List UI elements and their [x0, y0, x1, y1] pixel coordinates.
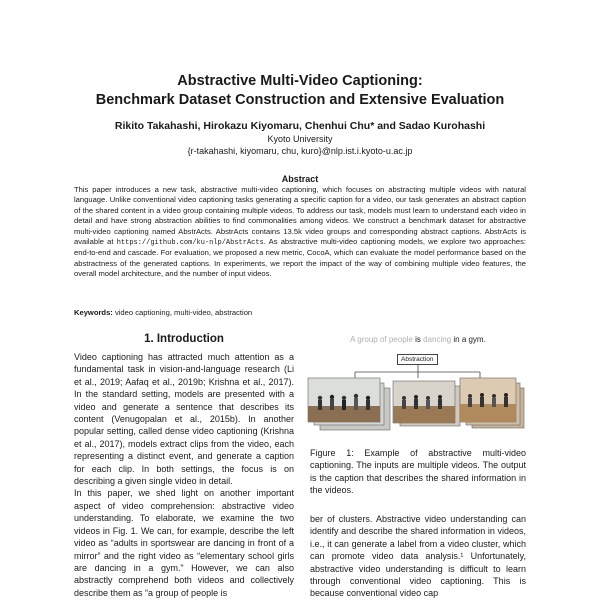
figure-sentence-faded-1: A group of people — [350, 335, 413, 344]
paper-title-line-1: Abstractive Multi-Video Captioning: — [177, 73, 423, 89]
keywords-text: video captioning, multi-video, abstraction — [114, 308, 253, 317]
right-video-frames — [460, 378, 524, 428]
abstraction-box: Abstraction — [397, 354, 438, 365]
intro-right-column: ber of clusters. Abstractive video understanding can identify and describe the shared information in videos, i.e., it can generate a label from a video cluster, which can promote video data analysis.¹ Unfortunately, abstractive video understanding is difficult to learn through conventional video captioning. This is because conventional video cap — [310, 514, 526, 599]
figure-sentence-is: is — [412, 335, 424, 344]
keywords-line — [74, 308, 526, 317]
intro-paragraph-1: Video captioning has attracted much attention as a fundamental task in vision-and-language research (Li et al., 2019; Aafaq et al., 2019b; Krishna et al., 2017). In the standard setting, models are presented with a video and generate a sentence that describes its content (Venugopalan et al., 2015b). In another popular setting, called dense video captioning (Krishna et al., 2017), models extract clips from the video, each representing a distinct event, and generate a caption for each clip. In both settings, the focus is on describing a given single video in detail. — [74, 352, 294, 487]
middle-video-frames — [393, 381, 460, 426]
figure-sentence-end: in a gym. — [451, 335, 486, 344]
author-list: Rikito Takahashi, Hirokazu Kiyomaru, Chenhui Chu* and Sadao Kurohashi — [114, 120, 486, 132]
paper-title-line-2: Benchmark Dataset Construction and Extensive Evaluation — [95, 92, 505, 108]
intro-paragraph-2: In this paper, we shed light on another important aspect of video comprehension: abstractive video understanding. To elaborate, we examine the two videos in Fig. 1. We can, for example, describe the left video as “adults in sportswear are dancing in front of a mirror” and the right video as “elementary school girls are dancing in a gym.” However, we can also abstractly comprehend both videos and collectively describe them as “a group of people is — [74, 488, 294, 598]
section-heading-introduction: 1. Introduction — [144, 333, 224, 345]
abstract-body — [74, 185, 526, 280]
abstract-heading: Abstract — [281, 174, 319, 184]
abstract-text-1: This paper introduces a new task, abstractive multi-video captioning, which focuses on abstracting multiple videos with natural language. Unlike conventional video captioning tasks generating a specific caption for a video, our task generates an abstract caption of the shared content in a video group containing multiple videos. To address our task, models must learn to understand each video in detail and have strong abstraction abilities to find commonalities among videos. We construct a benchmark dataset for abstractive multi-video captioning named AbstrActs. AbstrActs contains 13.5k video groups and corresponding abstract captions. AbstrActs is available at — [74, 185, 526, 247]
dataset-url-link[interactable]: https://github.com/ku-nlp/AbstrActs — [116, 239, 264, 248]
author-emails: {r-takahashi, kiyomaru, chu, kuro}@nlp.ist.i.kyoto-u.ac.jp — [187, 146, 413, 156]
abstract-text-2: . As abstractive multi-video captioning models, we explore two approaches: end-to-end and cascade. For evaluation, we proposed a new metric, CocoA, which can evaluate the model performance based on the abstractness of the generated captions. In experiments, we report the impact of the way of combining multiple video features, the overall model architecture, and the number of input videos. — [74, 237, 526, 279]
intro-left-column — [74, 351, 294, 599]
keywords-label: Keywords: — [74, 308, 113, 317]
affiliation: Kyoto University — [267, 134, 333, 144]
figure-sentence-faded-2: dancing — [423, 335, 452, 344]
figure-1-caption: Figure 1: Example of abstractive multi-video captioning. The inputs are multiple videos. The output is the caption that describes the shared information in the videos. — [310, 448, 526, 496]
left-video-frames — [308, 378, 390, 430]
